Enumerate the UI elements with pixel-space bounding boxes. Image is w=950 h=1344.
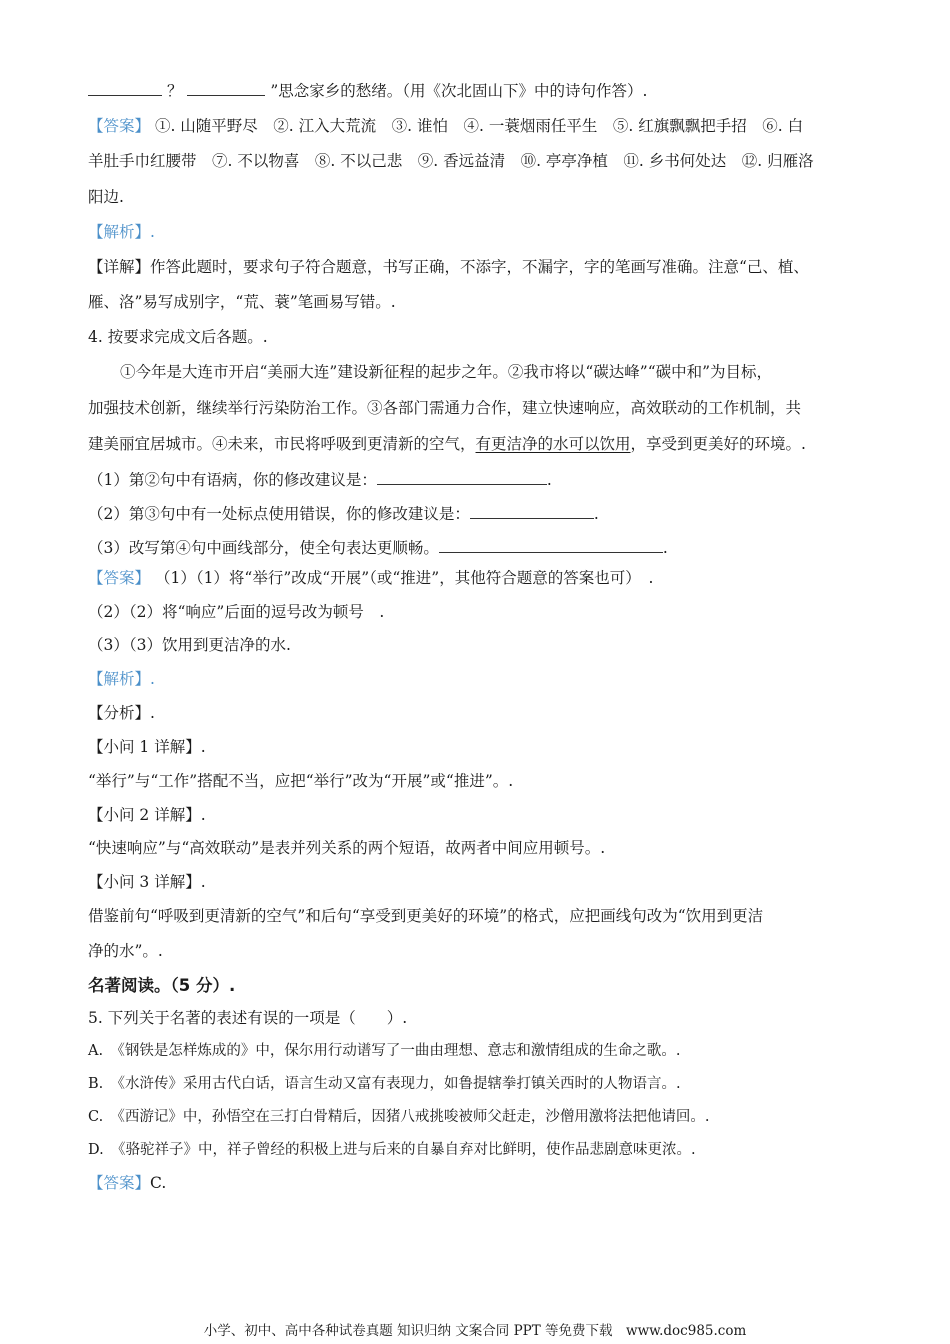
sub-question-2: （2）第③句中有一处标点使用错误，你的修改建议是： .: [88, 505, 599, 523]
answer-line: 羊肚手巾红腰带 ⑦. 不以物喜 ⑧. 不以己悲 ⑨. 香远益清 ⑩. 亭亭净植 ⑪. 乡书何处达 ⑫. 归雁洛: [88, 152, 814, 170]
option-b: B. 《水浒传》采用古代白话，语言生动又富有表现力，如鲁提辖拳打镇关西时的人物语言。.: [88, 1076, 681, 1092]
page-footer: 小学、初中、高中各种试卷真题 知识归纳 文案合同 PPT 等免费下载 www.doc985.com: [203, 1323, 747, 1339]
answer-blank: [439, 538, 663, 553]
sub-detail-heading: 【小问 2 详解】.: [88, 806, 206, 824]
sub-detail-heading: 【小问 1 详解】.: [88, 738, 206, 756]
sub-detail-text: “举行”与“工作”搭配不当，应把“举行”改为“开展”或“推进”。.: [88, 772, 514, 790]
question-5-title: 5. 下列关于名著的表述有误的一项是（ ）.: [88, 1009, 408, 1027]
answer-line: （2）（2）将“响应”后面的逗号改为顿号 .: [88, 603, 385, 621]
passage-line: 建美丽宜居城市。④未来，市民将呼吸到更清新的空气，有更洁净的水可以饮用，享受到更美好的环境。.: [88, 435, 806, 453]
answer-blank: [470, 504, 594, 519]
sub-detail-heading: 【小问 3 详解】.: [88, 873, 206, 891]
passage-line: ①今年是大连市开启“美丽大连”建设新征程的起步之年。②我市将以“碳达峰”“碳中和”为目标，: [120, 363, 773, 381]
analysis-tag: 【解析】.: [88, 670, 155, 688]
answer-tag: 【答案】: [88, 569, 151, 587]
answer-line: 阳边.: [88, 188, 124, 206]
sub-question-3: （3）改写第④句中画线部分，使全句表达更顺畅。 .: [88, 539, 668, 557]
answer-tag: 【答案】: [88, 117, 151, 135]
answer-blank: [377, 470, 547, 485]
answer-line: （3）（3）饮用到更洁净的水.: [88, 636, 291, 654]
answer-tag: 【答案】: [88, 1174, 151, 1192]
option-c: C. 《西游记》中，孙悟空在三打白骨精后，因猪八戒挑唆被师父赶走，沙僧用激将法把他请回。.: [88, 1109, 710, 1125]
poem-blank-line: ？ ”思念家乡的愁绪。（用《次北固山下》中的诗句作答）.: [88, 80, 647, 102]
detail-explanation: 【详解】作答此题时，要求句子符合题意，书写正确，不添字，不漏字，字的笔画写准确。注意“己、植、: [88, 258, 809, 276]
sub-detail-text: 净的水”。.: [88, 942, 163, 960]
sub-question-1: （1）第②句中有语病，你的修改建议是： .: [88, 471, 552, 489]
analysis-tag: 【解析】.: [88, 223, 155, 241]
section-heading: 名著阅读。（5 分）.: [88, 976, 236, 995]
passage-line: 加强技术创新，继续举行污染防治工作。③各部门需通力合作，建立快速响应，高效联动的工作机制，共: [88, 399, 802, 417]
question-4-title: 4. 按要求完成文后各题。.: [88, 328, 268, 346]
answer-line: 【答案】C.: [88, 1174, 167, 1192]
answer-blank: [88, 81, 162, 96]
option-a: A. 《钢铁是怎样炼成的》中，保尔用行动谱写了一曲由理想、意志和激情组成的生命之歌。.: [88, 1043, 681, 1059]
detail-explanation: 雁、洛”易写成别字，“荒、蓑”笔画易写错。.: [88, 293, 396, 311]
underlined-phrase: 有更洁净的水可以饮用: [475, 435, 631, 453]
answer-line: 【答案】 （1）（1）将“举行”改成“开展”（或“推进”，其他符合题意的答案也可） .: [88, 569, 654, 587]
option-d: D. 《骆驼祥子》中，祥子曾经的积极上进与后来的自暴自弃对比鲜明，使作品悲剧意味更浓。.: [88, 1142, 696, 1158]
analysis-heading: 【分析】.: [88, 704, 155, 722]
answer-line: 【答案】 ①. 山随平野尽 ②. 江入大荒流 ③. 谁怕 ④. 一蓑烟雨任平生 ⑤. 红旗飘飘把手招 ⑥. 白: [88, 117, 804, 135]
answer-blank: [187, 81, 265, 96]
sub-detail-text: “快速响应”与“高效联动”是表并列关系的两个短语，故两者中间应用顿号。.: [88, 839, 606, 857]
sub-detail-text: 借鉴前句“呼吸到更清新的空气”和后句“享受到更美好的环境”的格式，应把画线句改为“饮用到更洁: [88, 907, 764, 925]
